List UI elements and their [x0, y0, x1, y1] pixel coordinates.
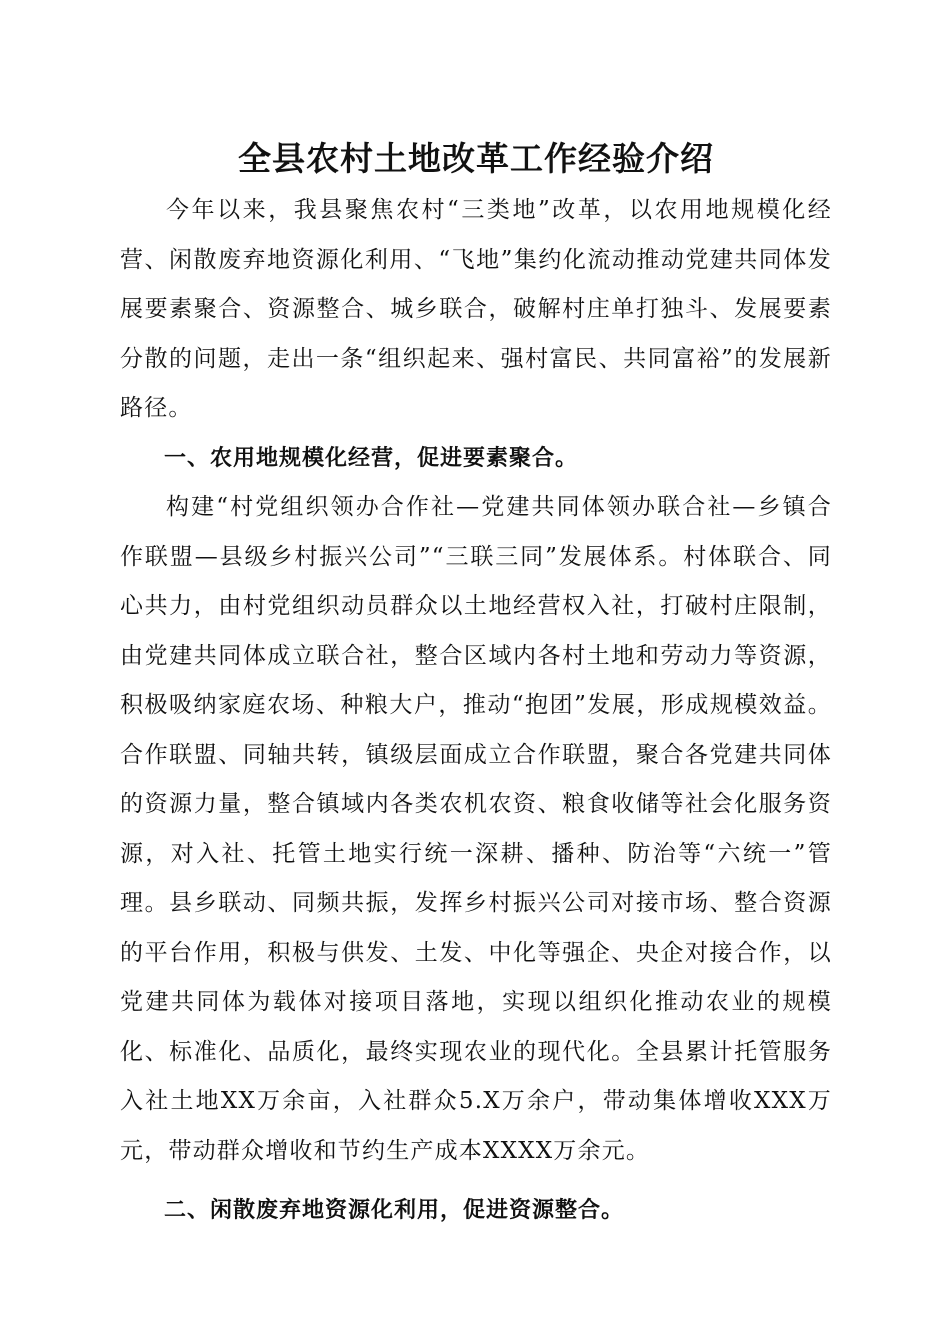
document-title: 全县农村土地改革工作经验介绍 — [238, 139, 714, 178]
section-2-heading: 二、闲散废弃地资源化利用，促进资源整合。 — [164, 1198, 625, 1223]
document-page — [120, 132, 832, 1236]
intro-paragraph: 今年以来，我县聚焦农村“三类地”改革，以农用地规模化经营、闲散废弃地资源化利用、“飞地”集约化流动推动党建共同体发展要素聚合、资源整合、城乡联合，破解村庄单打独斗、发展要素分散的问题，走出一条“组织起来、强村富民、共同富裕”的发展新路径。 — [120, 197, 832, 421]
section-1-heading: 一、农用地规模化经营，促进要素聚合。 — [164, 445, 579, 471]
section-1-body: 构建“村党组织领办合作社—党建共同体领办联合社—乡镇合作联盟—县级乡村振兴公司”“三联三同”发展体系。村体联合、同心共力，由村党组织动员群众以土地经营权入社，打破村庄限制，由党建共同体成立联合社，整合区域内各村土地和劳动力等资源，积极吸纳家庭农场、种粮大户，推动“抱团”发展，形成规模效益。合作联盟、同轴共转，镇级层面成立合作联盟，聚合各党建共同体的资源力量，整合镇域内各类农机农资、粮食收储等社会化服务资源，对入社、托管土地实行统一深耕、播种、防治等“六统一”管理。县乡联动、同频共振，发挥乡村振兴公司对接市场、整合资源的平台作用，积极与供发、土发、中化等强企、央企对接合作，以党建共同体为载体对接项目落地，实现以组织化推动农业的规模化、标准化、品质化，最终实现农业的现代化。全县累计托管服务入社土地XX万余亩，入社群众5.X万余户，带动集体增收XXX万元，带动群众增收和节约生产成本XXXX万余元。 — [120, 494, 832, 1164]
